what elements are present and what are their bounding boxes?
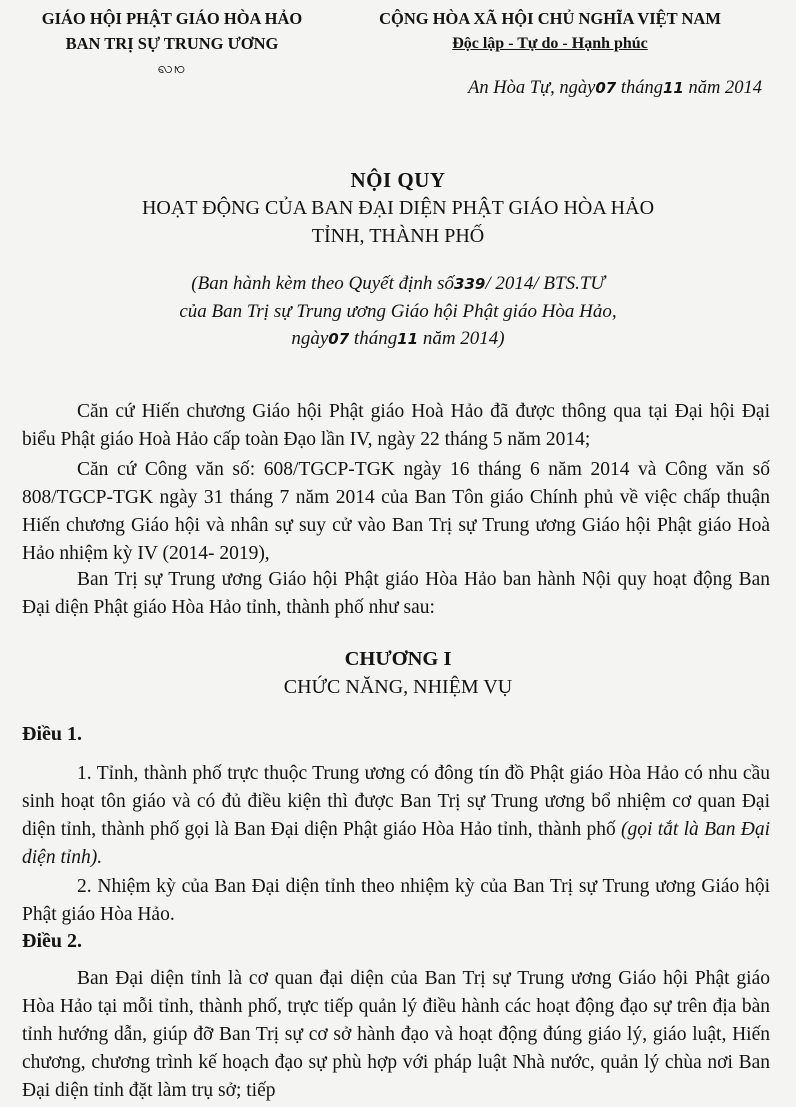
article-2-heading: Điều 2. (22, 930, 82, 952)
chapter-title: CHỨC NĂNG, NHIỆM VỤ (283, 676, 513, 698)
decree-prefix: (Ban hành kèm theo Quyết định số (191, 273, 455, 294)
decree-month-label: tháng (353, 328, 398, 349)
date-year: năm 2014 (688, 78, 762, 98)
article-1-clause-2: 2. Nhiệm kỳ của Ban Đại diện tỉnh theo nhiệm kỳ của Ban Trị sự Trung ương Giáo hội Phật giáo Hòa Hảo. (22, 876, 770, 925)
decree-line-2: của Ban Trị sự Trung ương Giáo hội Phật giáo Hòa Hảo, (179, 301, 617, 322)
article-2-body: Ban Đại diện tỉnh là cơ quan đại diện của Ban Trị sự Trung ương Giáo hội Phật giáo Hòa Hảo tại mỗi tỉnh, thành phố, trực tiếp quản lý điều hành các hoạt động đạo sự trên địa bàn tỉnh hướng dẫn, giúp đỡ Ban Trị sự cơ sở hành đạo và hoạt động đúng giáo lý, giáo luật, Hiến chương, chương trình kế hoạch đạo sự phù hợp với pháp luật Nhà nước, quản lý chùa nơi Ban Đại diện tỉnh đặt làm trụ sở; tiếp (22, 968, 770, 1101)
preamble-paragraph: Căn cứ Công văn số: 608/TGCP-TGK ngày 16 tháng 6 năm 2014 và Công văn số 808/TGCP-TGK ngày 31 tháng 7 năm 2014 của Ban Tôn giáo Chính phủ về việc chấp thuận Hiến chương Giáo hội và nhân sự suy cử vào Ban Trị sự Trung ương Giáo hội Phật giáo Hoà Hảo nhiệm kỳ IV (2014- 2019), (22, 459, 770, 564)
document-subtitle-1: HOẠT ĐỘNG CỦA BAN ĐẠI DIỆN PHẬT GIÁO HÒA HẢO (141, 197, 655, 219)
preamble-paragraph: Ban Trị sự Trung ương Giáo hội Phật giáo Hòa Hảo ban hành Nội quy hoạt động Ban Đại diện Phật giáo Hòa Hảo tỉnh, thành phố như sau: (22, 569, 770, 618)
decree-line-1 (0, 270, 796, 298)
national-header (330, 6, 770, 56)
chapter-number: CHƯƠNG I (344, 648, 452, 670)
article-1-heading: Điều 1. (22, 723, 82, 745)
decree-reference (0, 270, 796, 353)
date-prefix: An Hòa Tự, ngày (468, 78, 596, 98)
issuer-block (22, 6, 322, 81)
date-month-label: tháng (620, 78, 663, 98)
date-day: 07 (595, 79, 617, 97)
org-name: GIÁO HỘI PHẬT GIÁO HÒA HẢO (41, 9, 303, 28)
decree-number: 339 (454, 275, 486, 293)
date-month: 11 (663, 79, 684, 97)
org-department: BAN TRỊ SỰ TRUNG ƯƠNG (65, 34, 279, 53)
place-date (468, 78, 762, 99)
decree-day: 07 (328, 330, 350, 348)
decree-suffix: / 2014/ BTS.TƯ (485, 273, 605, 294)
national-motto: Độc lập - Tự do - Hạnh phúc (452, 35, 648, 52)
decree-date-prefix: ngày (291, 328, 329, 349)
clause-1-abbreviation: (gọi tắt là Ban Đại diện tỉnh). (22, 819, 771, 868)
decree-year: năm 2014) (422, 328, 505, 349)
document-title: NỘI QUY (350, 168, 446, 192)
article-1-clause-1 (22, 760, 770, 872)
country-name: CỘNG HÒA XÃ HỘI CHỦ NGHĨA VIỆT NAM (379, 9, 721, 28)
decree-month: 11 (397, 330, 419, 348)
document-subtitle-2: TỈNH, THÀNH PHỐ (311, 225, 485, 247)
ornament-glyph: ꩮꩯ (157, 60, 187, 77)
clause-1-text: 1. Tỉnh, thành phố trực thuộc Trung ương có đông tín đồ Phật giáo Hòa Hảo có nhu cầu sinh hoạt tôn giáo và có đủ điều kiện thì được Ban Trị sự Trung ương bổ nhiệm cơ quan Đại diện tỉnh, thành phố gọi là Ban Đại diện Phật giáo Hòa Hảo tỉnh, thành phố (22, 763, 770, 840)
preamble-paragraph: Căn cứ Hiến chương Giáo hội Phật giáo Hoà Hảo đã được thông qua tại Đại hội Đại biểu Phật giáo Hoà Hảo cấp toàn Đạo lần IV, ngày 22 tháng 5 năm 2014; (22, 401, 770, 450)
decree-line-3 (0, 325, 796, 353)
